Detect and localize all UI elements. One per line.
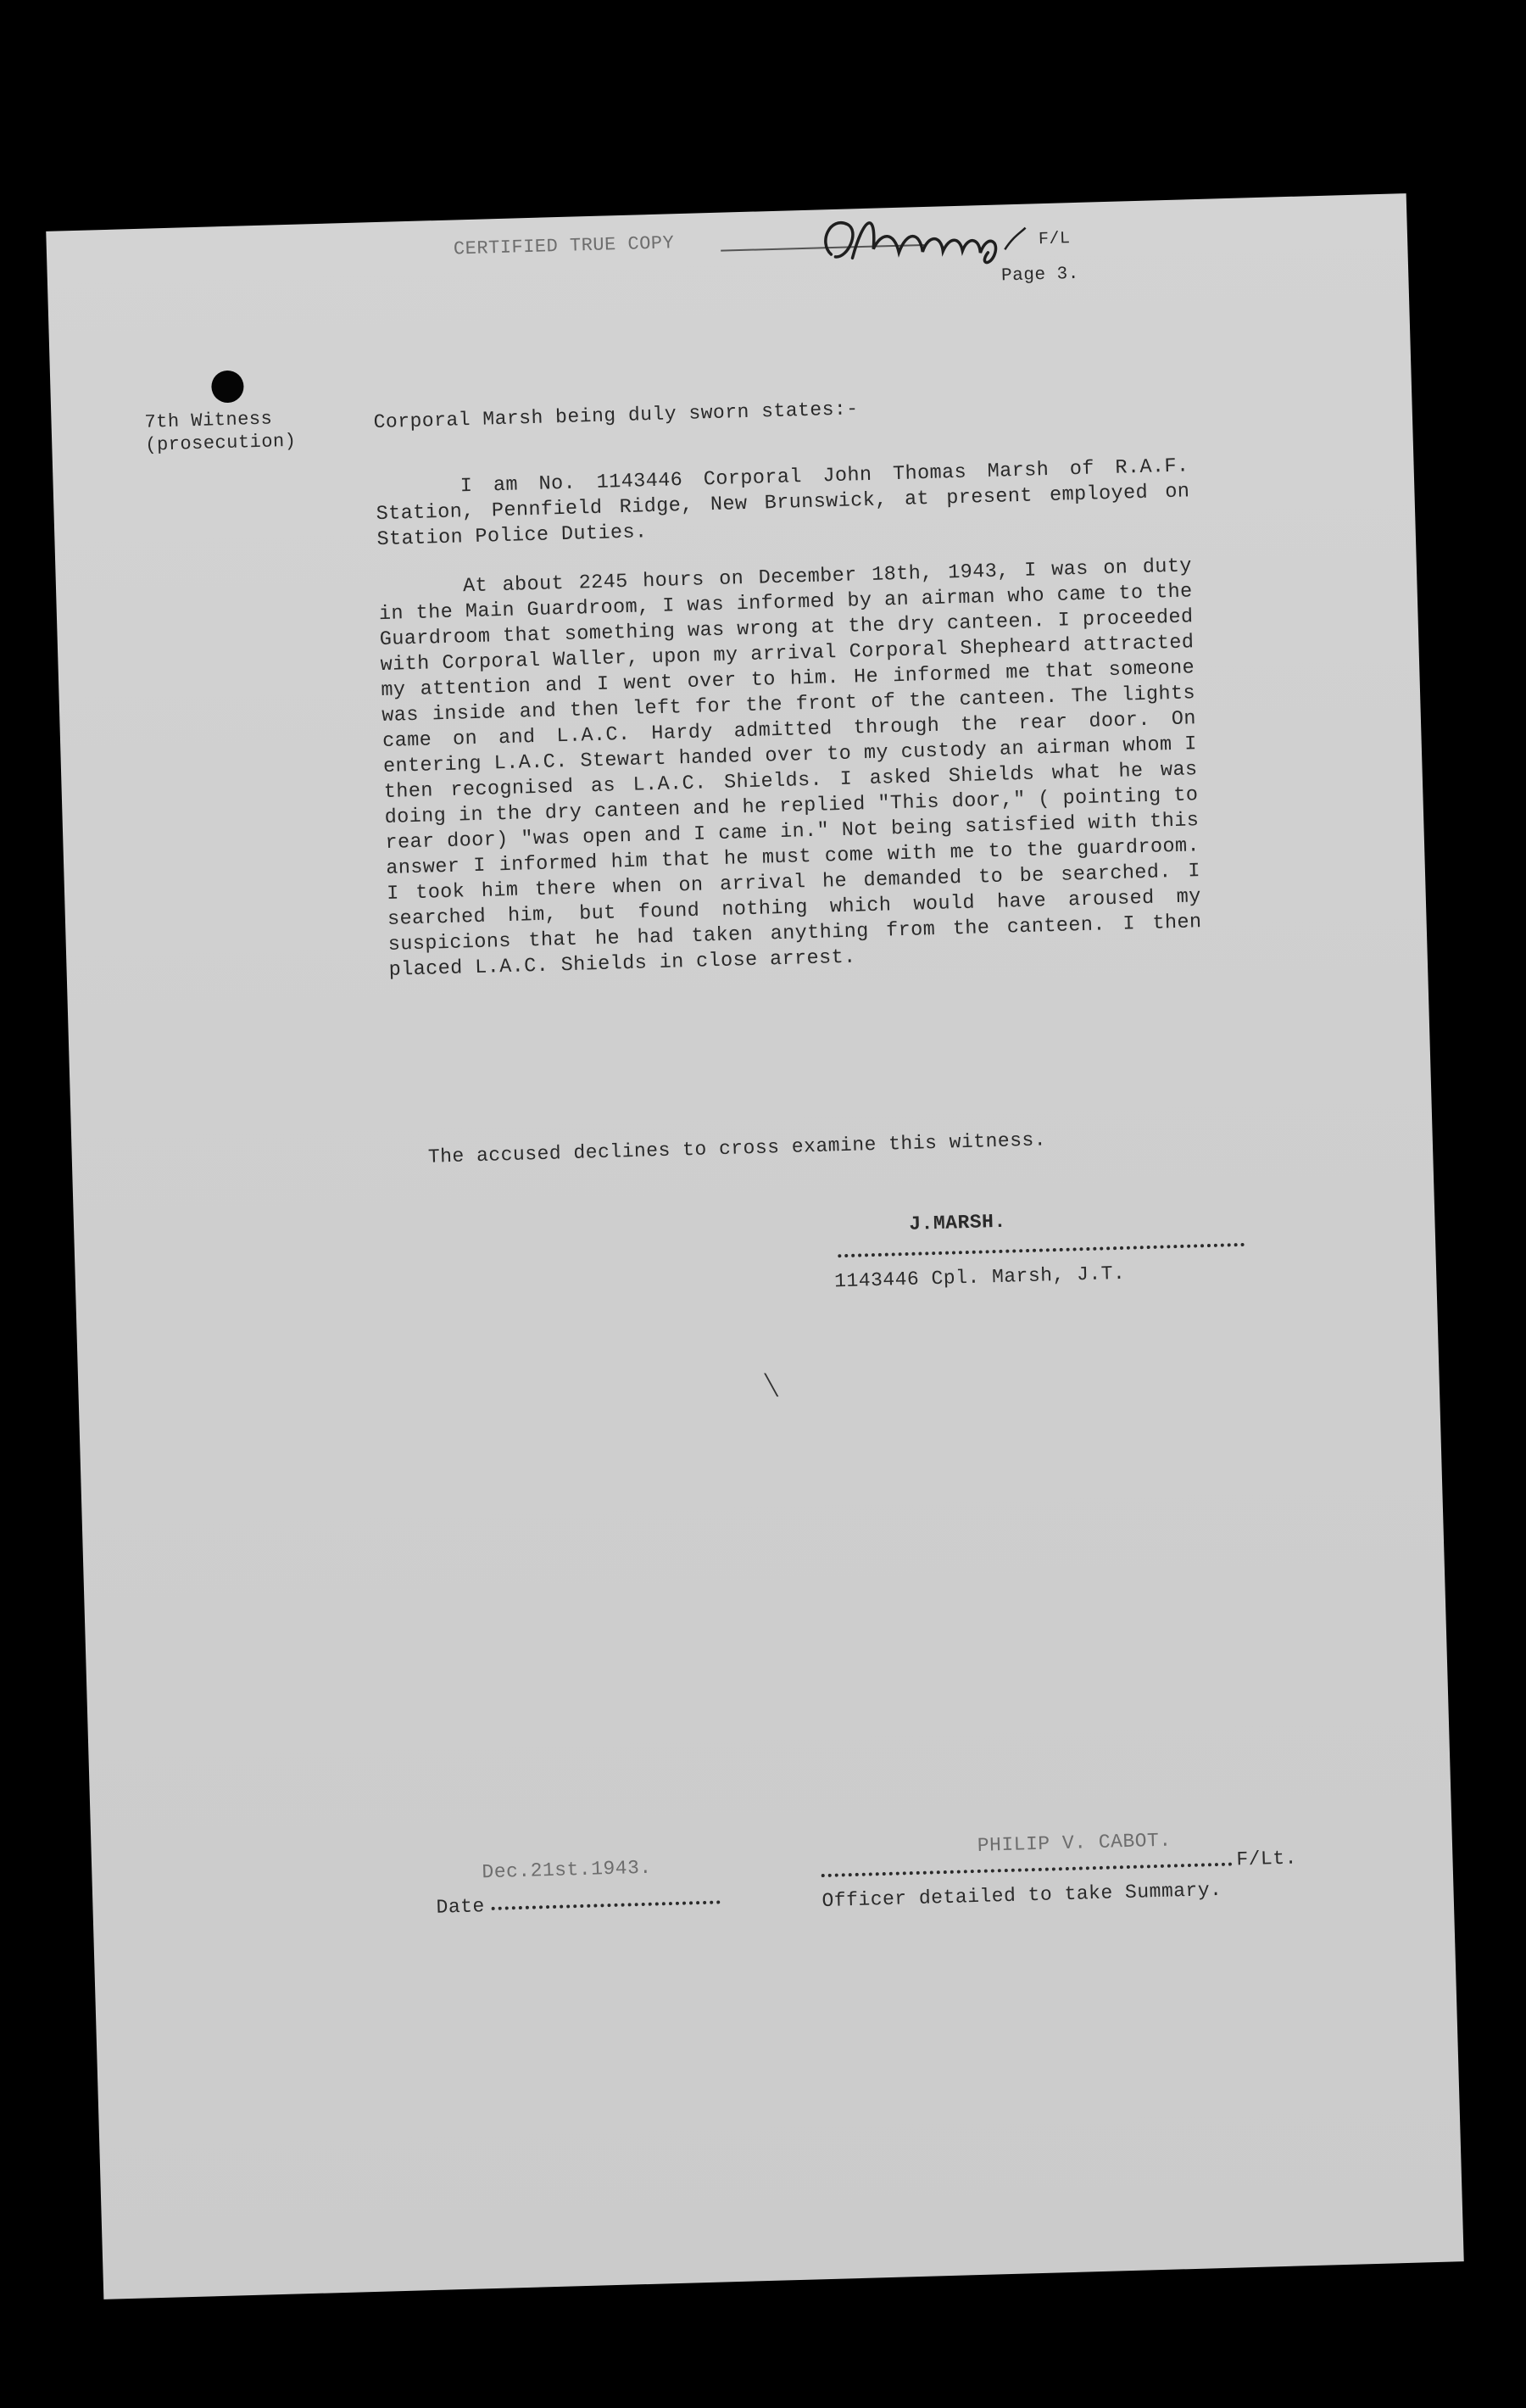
witness-label-line1: 7th Witness — [144, 408, 273, 433]
witness-signature-line — [838, 1243, 1245, 1261]
witness-signature-name: J.MARSH. — [908, 1210, 1007, 1235]
date-line — [492, 1900, 721, 1914]
statement-body — [375, 454, 1202, 984]
punch-hole — [211, 370, 244, 403]
statement-intro: Corporal Marsh being duly sworn states:- — [373, 398, 859, 434]
date-label: Date — [436, 1895, 486, 1919]
officer-caption: Officer detailed to take Summary. — [821, 1878, 1222, 1913]
page-number: Page 3. — [1000, 264, 1080, 287]
cross-examination-note: The accused declines to cross examine this witness. — [427, 1129, 1047, 1168]
certified-true-copy-label: CERTIFIED TRUE COPY — [453, 232, 675, 260]
statement-paragraph-1: I am No. 1143446 Corporal John Thomas Marsh of R.A.F. Station, Pennfield Ridge, New Brunswick, at present employed on Station Police Duties. — [376, 454, 1190, 552]
officer-signature-line — [821, 1863, 1233, 1881]
officer-rank: F/Lt. — [1236, 1847, 1298, 1871]
statement-paragraph-2: At about 2245 hours on December 18th, 1943, I was on duty in the Main Guardroom, I was informed by an airman who came to the Guardroom that something was wrong at the dry canteen. I proceeded with Corporal Waller, upon my arrival Corporal Shepheard attracted my attention and I went over to him. He informed me that someone was inside and then left for the front of the canteen. The lights came on and L.A.C. Hardy admitted through the rear door. On entering L.A.C. Stewart handed over to my custody an airman whom I then recognised as L.A.C. Shields. I asked Shields what he was doing in the dry canteen and he replied "This door," ( pointing to rear door) "was open and I came in." Not being satisfied with this answer I informed him that he must come with me to the guardroom. I took him there when on arrival he demanded to be searched. I searched him, but found nothing which would have aroused my suspicions that he had taken anything from the canteen. I then placed L.A.C. Shields in close arrest. — [378, 555, 1202, 982]
witness-designation: 1143446 Cpl. Marsh, J.T. — [833, 1262, 1126, 1293]
officer-name: PHILIP V. CABOT. — [977, 1829, 1172, 1857]
date-value: Dec.21st.1943. — [482, 1856, 653, 1884]
stray-pen-mark: ╲ — [765, 1375, 778, 1399]
certifier-rank: F/L — [1038, 229, 1071, 250]
document-page — [46, 193, 1464, 2299]
witness-label-line2: (prosecution) — [144, 430, 297, 456]
